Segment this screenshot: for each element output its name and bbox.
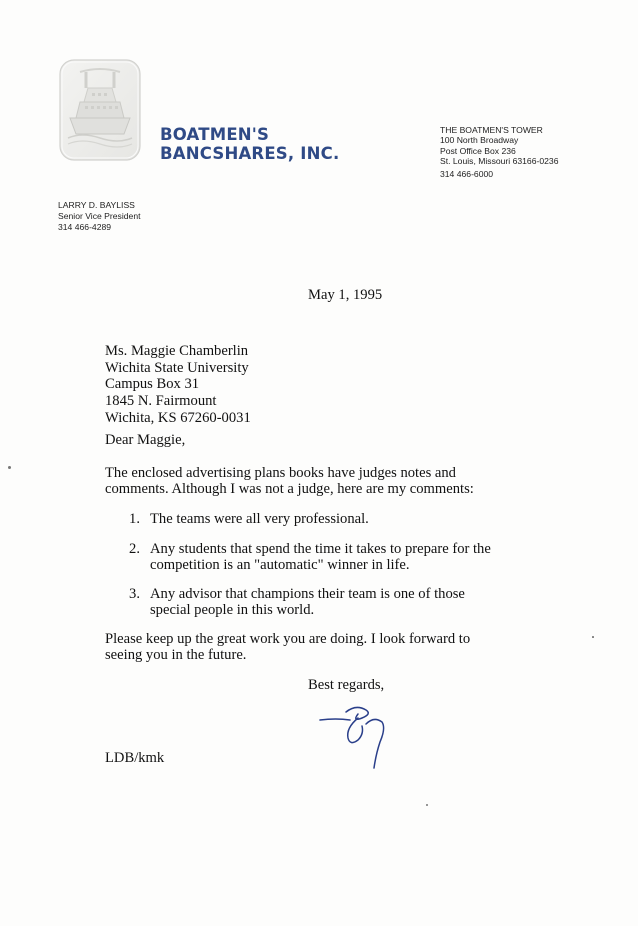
sender-phone: 314 466-4289 [58, 221, 112, 232]
sender-name: LARRY D. BAYLISS [58, 200, 135, 210]
recipient-line: 1845 N. Fairmount [105, 393, 217, 410]
paper-speck [8, 466, 11, 469]
intro-paragraph [105, 465, 525, 498]
item-line: Any advisor that champions their team is one of those [150, 586, 465, 602]
letter-date: May 1, 1995 [308, 287, 383, 303]
company-name-line2: BANCSHARES, INC. [160, 144, 340, 163]
company-name-line1: BOATMEN'S [160, 125, 270, 144]
recipient-line: Ms. Maggie Chamberlin [105, 343, 249, 359]
company-name [160, 125, 339, 163]
typist-initials: LDB/kmk [105, 750, 165, 766]
salutation: Dear Maggie, [105, 432, 186, 448]
item-line: special people in this world. [150, 602, 315, 619]
recipient-line: Wichita, KS 67260-0031 [105, 409, 251, 426]
address-phone: 314 466-6000 [440, 169, 494, 180]
item-line: The teams were all very professional. [150, 511, 369, 527]
item-number: 2. [129, 541, 140, 557]
address-street: 100 North Broadway [440, 135, 519, 146]
paragraph-line: Please keep up the great work you are doing. I look forward to [105, 631, 471, 647]
sender-title: Senior Vice President [58, 210, 141, 221]
address-building: THE BOATMEN'S TOWER [440, 125, 543, 135]
paragraph-line: comments. Although I was not a judge, here are my comments: [105, 481, 474, 498]
embossed-building-logo [58, 58, 142, 162]
headquarters-address [440, 125, 558, 179]
paper-speck [592, 636, 594, 638]
recipient-address [105, 343, 251, 427]
recipient-line: Campus Box 31 [105, 376, 200, 393]
paragraph-line: seeing you in the future. [105, 647, 247, 664]
item-line: competition is an "automatic" winner in life. [150, 557, 410, 574]
closing-paragraph [105, 631, 525, 664]
paragraph-line: The enclosed advertising plans books have judges notes and [105, 465, 456, 481]
sender-block [58, 200, 140, 232]
item-line: Any students that spend the time it takes to prepare for the [150, 541, 491, 557]
sign-off: Best regards, [308, 677, 385, 693]
recipient-line: Wichita State University [105, 359, 249, 376]
address-po-box: Post Office Box 236 [440, 145, 516, 156]
handwritten-signature [316, 702, 406, 774]
paper-speck [426, 804, 428, 806]
item-number: 3. [129, 586, 140, 602]
item-number: 1. [129, 511, 140, 527]
address-city: St. Louis, Missouri 63166-0236 [440, 155, 559, 166]
